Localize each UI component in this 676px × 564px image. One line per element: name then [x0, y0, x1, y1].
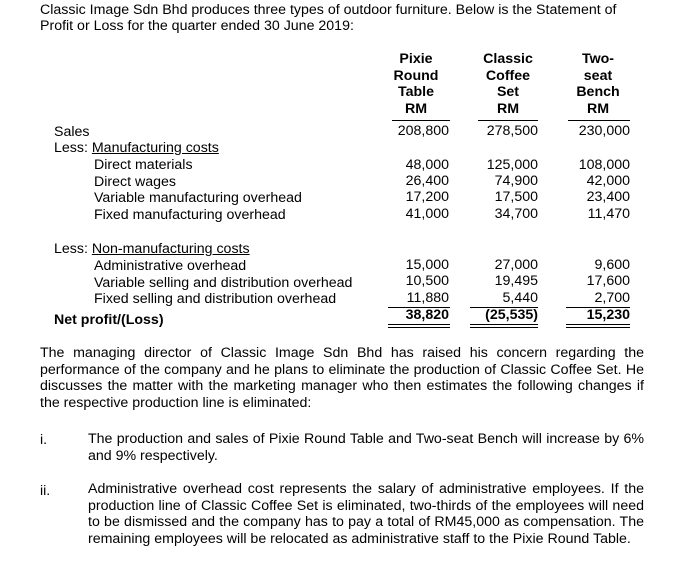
header-rule-3 [568, 120, 630, 121]
intro-line-2: Profit or Loss for the quarter ended 30 June 2019: [40, 18, 354, 34]
direct-materials-classic: 125,000 [486, 157, 538, 173]
sales-classic: 278,500 [486, 123, 538, 139]
column-header-classic-coffee-set: Classic Coffee Set RM [483, 51, 533, 117]
var-mfg-overhead-pixie: 17,200 [405, 189, 449, 205]
var-selling-classic: 19,495 [494, 273, 538, 289]
total-rule-2a [470, 324, 538, 325]
total-rule-3b [566, 327, 630, 328]
fixed-mfg-overhead-bench: 11,470 [587, 206, 630, 222]
admin-overhead-classic: 27,000 [494, 257, 538, 273]
column-header-two-seat-bench: Two- seat Bench RM [576, 51, 620, 117]
row-label-direct-wages: Direct wages [94, 174, 177, 190]
non-manufacturing-costs-heading: Non-manufacturing costs [91, 241, 250, 257]
manufacturing-costs-heading: Manufacturing costs [91, 140, 219, 156]
sales-bench: 230,000 [578, 123, 630, 139]
row-label-less-manufacturing: Less: Manufacturing costs [54, 140, 219, 156]
admin-overhead-pixie: 15,000 [405, 257, 449, 273]
intro-line-1: Classic Image Sdn Bhd produces three types of outdoor furniture. Below is the Statement of [40, 2, 617, 18]
direct-wages-pixie: 26,400 [405, 173, 449, 189]
net-profit-pixie: 38,820 [405, 307, 449, 323]
fixed-mfg-overhead-pixie: 41,000 [405, 206, 449, 222]
var-selling-pixie: 10,500 [405, 273, 449, 289]
row-label-administrative-overhead: Administrative overhead [94, 258, 247, 274]
row-label-fixed-selling-overhead: Fixed selling and distribution overhead [94, 291, 337, 307]
list-item-marker-ii: ii. [40, 483, 51, 499]
column-header-pixie-round-table: Pixie Round Table RM [393, 51, 439, 117]
fixed-mfg-overhead-classic: 34,700 [494, 206, 538, 222]
admin-overhead-bench: 9,600 [594, 257, 630, 273]
sales-pixie: 208,800 [397, 123, 449, 139]
total-rule-1a [388, 324, 450, 325]
list-item-i-text: The production and sales of Pixie Round Table and Two-seat Bench will increase by 6% and 9% respectively. [88, 431, 644, 464]
total-rule-3a [566, 324, 630, 325]
direct-materials-pixie: 48,000 [405, 157, 449, 173]
total-rule-1b [388, 327, 450, 328]
row-label-sales: Sales [54, 124, 90, 140]
row-label-direct-materials: Direct materials [94, 157, 193, 173]
body-paragraph: The managing director of Classic Image Sdn Bhd has raised his concern regarding the performance of the company and he plans to eliminate the production of Classic Coffee Set. He discusses the matter with the marketing manager who then estimates the following changes if the respective production line is eliminated: [40, 345, 644, 411]
direct-wages-classic: 74,900 [494, 173, 538, 189]
net-profit-classic: (25,535) [485, 307, 538, 323]
header-rule-1 [392, 120, 450, 121]
direct-materials-bench: 108,000 [578, 157, 630, 173]
direct-wages-bench: 42,000 [586, 173, 630, 189]
list-item-marker-i: i. [40, 432, 48, 448]
fixed-selling-classic: 5,440 [502, 290, 538, 306]
row-label-variable-selling-overhead: Variable selling and distribution overhead [94, 275, 353, 291]
net-profit-bench: 15,230 [586, 307, 630, 323]
fixed-selling-bench: 2,700 [594, 290, 630, 306]
fixed-selling-pixie: 11,880 [406, 290, 449, 306]
total-rule-2b [470, 327, 538, 328]
var-mfg-overhead-bench: 23,400 [586, 189, 630, 205]
row-label-net-profit: Net profit/(Loss) [54, 312, 164, 328]
row-label-fixed-manufacturing-overhead: Fixed manufacturing overhead [94, 207, 286, 223]
header-rule-2 [478, 120, 538, 121]
row-label-variable-manufacturing-overhead: Variable manufacturing overhead [94, 190, 302, 206]
list-item-ii-text: Administrative overhead cost represents the salary of administrative employees. If the production line of Classic Coffee Set is eliminated, two-thirds of the employees will need to be dismissed and the company has to pay a total of RM45,000 as compensation. The remaining employees will be relocated as administrative staff to the Pixie Round Table. [88, 481, 644, 547]
var-selling-bench: 17,600 [586, 273, 630, 289]
var-mfg-overhead-classic: 17,500 [494, 189, 538, 205]
row-label-less-non-manufacturing: Less: Non-manufacturing costs [54, 241, 250, 257]
